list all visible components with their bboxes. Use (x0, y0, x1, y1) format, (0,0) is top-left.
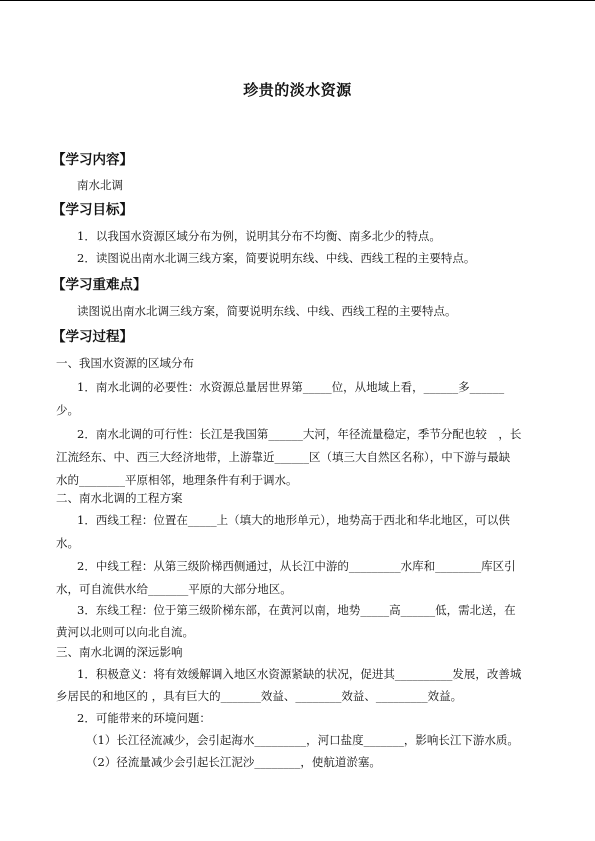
learning-content-text: 南水北调 (77, 178, 123, 192)
sub-item-2: （2）径流量减少会引起长江泥沙________，使航道淤塞。 (86, 755, 381, 769)
part-3-title: 三、南水北调的深远影响 (56, 645, 183, 659)
learning-goal-2: 2．读图说出南水北调三线方案，简要说明东线、中线、西线工程的主要特点。 (77, 251, 476, 265)
item-4-line-1: 2．中线工程：从第三级阶梯西侧通过，从长江中游的_________水库和________库区引 (77, 559, 516, 573)
item-2-line-2: 江流经东、中、西三大经济地带，上游靠近______区（填三大自然区名称），中下游与最缺 (56, 450, 511, 464)
page-title: 珍贵的淡水资源 (243, 81, 352, 99)
key-points-text: 读图说出南水北调三线方案，简要说明东线、中线、西线工程的主要特点。 (77, 304, 457, 318)
learning-content-heading: 【学习内容】 (52, 152, 133, 168)
sub-item-1: （1）长江径流减少，会引起海水_________，河口盐度_______，影响长江下游水质。 (86, 733, 519, 747)
key-points-heading: 【学习重难点】 (52, 277, 147, 293)
item-1-line-1: 1．南水北调的必要性：水资源总量居世界第_____位，从地域上看，______多______ (77, 380, 505, 394)
item-3-line-2: 水。 (56, 536, 79, 550)
item-2-line-3: 水的________平原相邻，地理条件有利于调水。 (56, 473, 298, 487)
item-6-line-2: 乡居民的和地区的 ，具有巨大的_______效益、________效益、_________效益。 (56, 689, 463, 703)
learning-goals-heading: 【学习目标】 (52, 202, 133, 218)
learning-goal-1: 1．以我国水资源区域分布为例，说明其分布不均衡、南多北少的特点。 (77, 229, 441, 243)
item-7-line-1: 2．可能带来的环境问题： (77, 711, 211, 725)
item-3-line-1: 1．西线工程：位置在_____上（填大的地形单元），地势高于西北和华北地区，可以供 (77, 513, 510, 527)
item-5-line-1: 3．东线工程：位于第三级阶梯东部，在黄河以南，地势_____高______低，需北送，在 (77, 603, 516, 617)
item-6-line-1: 1．积极意义：将有效缓解调入地区水资源紧缺的状况，促进其__________发展，改善城 (77, 667, 522, 681)
part-2-title: 二、南水北调的工程方案 (56, 491, 183, 505)
item-4-line-2: 水，可自流供水给_______平原的大部分地区。 (56, 582, 292, 596)
item-1-line-2: 少。 (56, 403, 79, 417)
item-5-line-2: 黄河以北则可以向北自流。 (56, 625, 194, 639)
learning-process-heading: 【学习过程】 (52, 329, 133, 345)
item-2-line-1: 2．南水北调的可行性：长江是我国第______大河，年径流量稳定，季节分配也较 ，长 (77, 427, 522, 441)
part-1-title: 一、我国水资源的区域分布 (56, 356, 194, 370)
